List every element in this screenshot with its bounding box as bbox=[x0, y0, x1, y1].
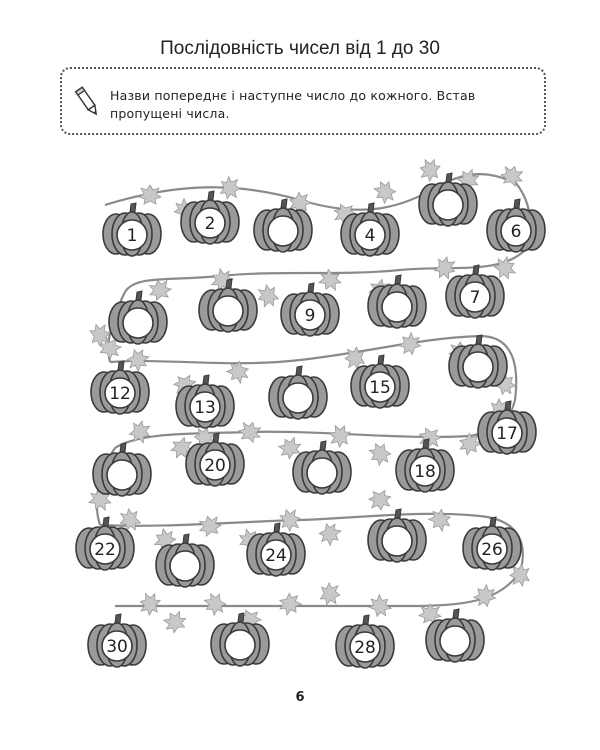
pumpkin-stem bbox=[363, 615, 369, 624]
page-number: 6 bbox=[295, 690, 305, 705]
pumpkin-stem bbox=[183, 534, 189, 543]
pumpkin-stem bbox=[118, 361, 124, 370]
pumpkin-number: 30 bbox=[106, 637, 128, 657]
leaf-icon bbox=[197, 514, 223, 538]
pumpkin-stem bbox=[274, 523, 280, 532]
leaf-icon bbox=[255, 283, 280, 310]
number-circle[interactable] bbox=[268, 216, 298, 246]
pumpkin bbox=[336, 615, 394, 668]
pumpkin bbox=[247, 523, 305, 576]
leaf-icon bbox=[370, 178, 398, 207]
pumpkin-stem bbox=[453, 609, 459, 618]
leaf-icon bbox=[395, 329, 424, 358]
pumpkin-stem bbox=[203, 375, 209, 384]
pumpkin-number: 13 bbox=[194, 398, 216, 418]
pumpkin-number: 4 bbox=[364, 226, 376, 246]
leaf-icon bbox=[470, 581, 499, 610]
pumpkin-stem bbox=[226, 279, 232, 288]
pumpkin-stem bbox=[103, 517, 109, 526]
leaf-icon bbox=[201, 590, 229, 619]
pumpkin-number: 1 bbox=[126, 226, 138, 246]
number-circle[interactable] bbox=[463, 352, 493, 382]
leaf-icon bbox=[316, 267, 344, 293]
pumpkin-stem bbox=[514, 199, 520, 208]
pumpkin-number: 2 bbox=[204, 214, 216, 234]
pumpkin-stem bbox=[238, 613, 244, 622]
pumpkin-stem bbox=[505, 401, 511, 410]
number-circle[interactable] bbox=[123, 308, 153, 338]
pumpkin bbox=[396, 439, 454, 492]
pumpkin bbox=[199, 279, 257, 332]
pumpkin-number: 20 bbox=[204, 456, 226, 476]
pumpkin-number: 12 bbox=[109, 384, 131, 404]
leaf-icon bbox=[320, 582, 341, 606]
pumpkin bbox=[293, 441, 351, 494]
pumpkins bbox=[76, 173, 545, 668]
number-circle[interactable] bbox=[382, 526, 412, 556]
pumpkin bbox=[93, 443, 151, 496]
pumpkin bbox=[478, 401, 536, 454]
number-circle[interactable] bbox=[440, 626, 470, 656]
leaf-icon bbox=[220, 176, 240, 199]
pumpkin-number: 26 bbox=[481, 540, 503, 560]
leaf-icon bbox=[138, 591, 162, 617]
pumpkin-stem bbox=[296, 366, 302, 375]
pumpkin-stem bbox=[115, 614, 121, 623]
leaf-icon bbox=[418, 427, 443, 449]
pumpkin-stem bbox=[368, 203, 374, 212]
pumpkin-number: 28 bbox=[354, 638, 376, 658]
pumpkin-stem bbox=[120, 443, 126, 452]
number-circle[interactable] bbox=[433, 190, 463, 220]
pumpkin bbox=[449, 335, 507, 388]
pumpkin-stem bbox=[473, 265, 479, 274]
number-circle[interactable] bbox=[283, 383, 313, 413]
pumpkin-number: 9 bbox=[304, 306, 316, 326]
pumpkin bbox=[88, 614, 146, 667]
pumpkin-stem bbox=[130, 203, 136, 212]
pumpkin bbox=[368, 509, 426, 562]
leaf-icon bbox=[368, 490, 392, 511]
number-circle[interactable] bbox=[225, 630, 255, 660]
pumpkin-stem bbox=[395, 509, 401, 518]
leaf-icon bbox=[316, 520, 344, 549]
leaf-icon bbox=[499, 163, 525, 187]
pumpkin bbox=[186, 433, 244, 486]
leaf-icon bbox=[161, 608, 189, 635]
pumpkin-stem bbox=[320, 441, 326, 450]
worksheet-title: Послідовність чисел від 1 до 30 bbox=[160, 38, 440, 59]
pumpkin-number: 22 bbox=[94, 540, 116, 560]
leaf-icon bbox=[425, 506, 454, 535]
instruction-text: Назви попереднє і наступне число до кожного. Встав пропущені числа. bbox=[110, 88, 476, 121]
leaf-icon bbox=[366, 440, 394, 469]
pumpkin bbox=[211, 613, 269, 666]
pumpkin bbox=[487, 199, 545, 252]
leaf-icon bbox=[328, 423, 351, 449]
pumpkin-stem bbox=[308, 283, 314, 292]
pumpkin-stem bbox=[476, 335, 482, 344]
pumpkin-stem bbox=[378, 355, 384, 364]
pumpkin bbox=[446, 265, 504, 318]
pumpkin bbox=[91, 361, 149, 414]
pumpkin-stem bbox=[490, 517, 496, 526]
leaf-icon bbox=[418, 157, 441, 182]
pumpkin-stem bbox=[281, 199, 287, 208]
pumpkin bbox=[368, 275, 426, 328]
pumpkin-number: 17 bbox=[496, 424, 518, 444]
pumpkin-stem bbox=[446, 173, 452, 182]
pumpkin-number: 18 bbox=[414, 462, 436, 482]
pumpkin bbox=[181, 191, 239, 244]
pumpkin bbox=[281, 283, 339, 336]
pumpkin-number: 7 bbox=[469, 288, 481, 308]
pumpkin-number: 15 bbox=[369, 378, 391, 398]
pumpkin-number: 6 bbox=[510, 222, 522, 242]
number-circle[interactable] bbox=[382, 292, 412, 322]
pumpkin bbox=[103, 203, 161, 256]
leaf-icon bbox=[276, 590, 305, 618]
pumpkin bbox=[463, 517, 521, 570]
number-circle[interactable] bbox=[170, 551, 200, 581]
pumpkin-stem bbox=[213, 433, 219, 442]
pumpkin bbox=[269, 366, 327, 419]
pumpkin-stem bbox=[395, 275, 401, 284]
pumpkin-stem bbox=[136, 291, 142, 300]
number-circle[interactable] bbox=[307, 458, 337, 488]
number-circle[interactable] bbox=[213, 296, 243, 326]
pumpkin-stem bbox=[423, 439, 429, 448]
pumpkin-number: 24 bbox=[265, 546, 287, 566]
number-circle[interactable] bbox=[107, 460, 137, 490]
pumpkin-stem bbox=[208, 191, 214, 200]
